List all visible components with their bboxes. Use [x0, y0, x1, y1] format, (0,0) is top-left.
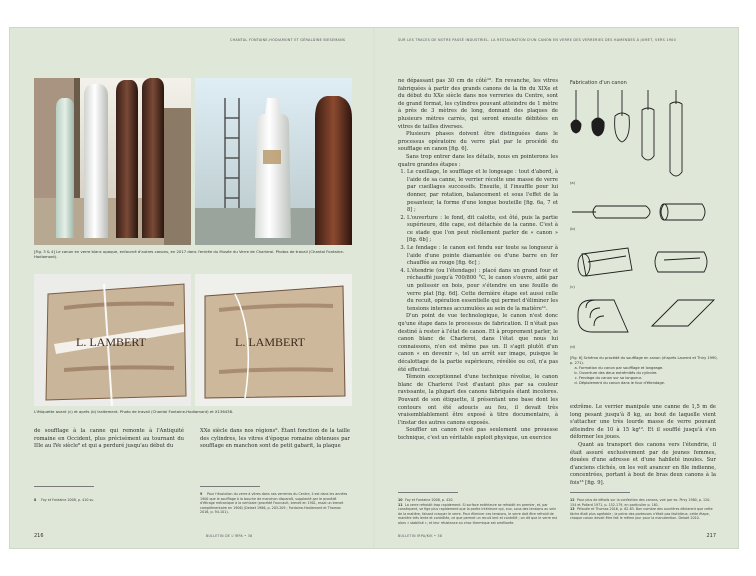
footnote-number: 8 — [34, 498, 37, 502]
caption-fig5: L'étiquette avant (c) et après (b) traitement. Photo de travail (Chantal Fontaine-Hodiamont) et X136438. — [34, 409, 234, 414]
left-col2-text: XXe siècle dans nos régions⁹. Étant fonction de la taille des cylindres, les vitres d'époque romaine obtenues par soufflage en manchon sont de petit gabarit, la plaque — [200, 428, 350, 450]
right-notes-rule-2 — [570, 492, 630, 493]
panel-label-a: (a) — [570, 181, 576, 185]
left-page — [10, 28, 374, 548]
caption-fig3-4: [Fig. 3 & 4] Le canon en verre blanc opaque, enfourné d'autres canons, en 2017 dans l'entrée du Musée du Verre de Charleroi. Photos de travail (Chantal Fontaine-Hodiamont). — [34, 249, 345, 259]
footnote-number: 9 — [200, 492, 203, 496]
left-running-head: CHANTAL FONTAINE-HODIAMONT ET GÉRALDINE BIESEMANS — [230, 38, 346, 42]
left-footer-title: BULLETIN DE L'IRPA • 38 — [206, 534, 253, 538]
right-body-col1 — [398, 78, 558, 443]
footnote-text: Pour l'évolution du verre à vitres dans nos verreries du Centre, il est dans les années 1900 que le soufflage à la bouche de manchon disparaît, supplanté par le procédé d'étirage mécanique à la verticale (procédé Fourcault, brevet en 1901, essai un brevet complémentaire en 1906) (Delaet 1986, p. 203-209 ; Fontaine-Hodiamont et Thomas 2016, p. 94-101). — [200, 492, 348, 515]
process-step: 1. Le cueillage, le soufflage et le longeage : tout d'abord, à l'aide de sa canne, le verrier récolte une masse de verre par cueillages successifs. Ensuite, il l'insuffle pour lui donner, par rotation, balancement et sous l'effet de la pesanteur, la forme d'une longue bouteille [fig. 6a, 7 et 8] ; — [407, 169, 558, 215]
panel-label-b: (b) — [570, 227, 576, 231]
footnote-text: Pour plus de détails sur la confection des canons, voir par ex. Pirsy 1980, p. 120-154 et Pollard 1971, p. 152-179, en particulier p. 161. — [570, 498, 711, 507]
canon-process-diagram — [568, 86, 718, 354]
right-body-col2 — [570, 404, 716, 488]
left-notes-rule — [34, 486, 94, 487]
process-step: 2. L'ouverture : le fond, dit calotte, est ôté, puis la partie supérieure, dite cape, est détachée de la canne. C'est à ce stade que l'on peut réellement parler de « canon » [fig. 6b] ; — [407, 215, 558, 245]
figure-caption — [570, 356, 720, 386]
right-running-head: SUR LES TRACES DE NOTRE PASSÉ INDUSTRIEL. LA RESTAURATION D'UN CANON EN VERRE DES VERRERIES DES HAMENDES À JUMET, VERS 1900 — [398, 38, 676, 42]
label-text-after: L. LAMBERT — [235, 335, 305, 349]
left-notes-rule-2 — [200, 486, 260, 487]
panel-label-c: (c) — [570, 285, 575, 289]
process-step: 3. Le fendage : le canon est fendu sur toute sa longueur à l'aide d'une pointe diamantée ou d'une barre en fer chauffée au rouge [fig. 6c] ; — [407, 245, 558, 268]
photo-label-after — [195, 274, 352, 406]
footnote-number: 12 — [570, 498, 575, 502]
figure-caption-title: [Fig. 6] Schéma du procédé du soufflage en canon (d'après Laurent et Thiry 1990, p. 271). — [570, 356, 718, 365]
right-notes-rule — [398, 492, 458, 493]
figure-caption-item: d. Déploiement du canon dans le four d'étendage. — [579, 381, 720, 386]
right-col1-p1: ne dépassant pas 30 cm de côté¹⁰. En revanche, les vitres fabriquées à partir des grands canons de la fin du XIXe et du début du XXe siècle dans nos verreries du Centre, sont de grand format, les cylindres pouvant atteindre de 1 mètre à près de 3 mètres de long, donnant des plaques de plusieurs mètres carrés, qui seront ensuite débitées en vitres de tailles diverses. — [398, 78, 558, 130]
figure-title: Fabrication d'un canon — [570, 80, 627, 86]
figure-caption-list — [570, 366, 720, 386]
left-body-col2 — [200, 428, 350, 451]
panel-label-d: (d) — [570, 345, 576, 349]
footnotes-right — [570, 498, 716, 521]
footnote-number: 13 — [570, 507, 575, 512]
left-body-col1 — [34, 428, 184, 451]
footnote-number: 10 — [398, 498, 403, 502]
figure-caption-item: a. Formation du canon par soufflage et longeage. — [579, 366, 720, 371]
footnote-11 — [398, 503, 558, 526]
right-col1-p2: Plusieurs phases doivent être distinguées dans le processus opératoire du verre plat par le procédé du soufflage en canon [fig. 6]. — [398, 131, 558, 153]
process-steps — [398, 169, 558, 313]
photo-bottles-window — [34, 78, 191, 245]
figure-caption-item: c. Fendage du canon sur sa longueur. — [579, 376, 720, 381]
right-col1-p5: Témoin exceptionnel d'une technique révolue, le canon blanc de Charleroi l'est d'autant plus par sa couleur ravissante, la plupart des canons fabriqués étant incolores. Pouvant de son étiquette, il présentant une base dont les contours ont été adoucis au feu, il devait très vraisemblablement être exposé à titre documentaire, à l'instar des autres canons exposés. — [398, 374, 558, 426]
right-footer-title: BULLETIN IRPA/KIK • 38 — [398, 534, 443, 538]
footnote-8 — [34, 498, 184, 503]
left-col1-text: de soufflage à la canne qui remonte à l'Antiquité romaine en Occident, plus précisément au tournant du IIIe au IVe siècle⁸ et qui a perduré jusqu'au début du — [34, 428, 184, 450]
footnote-text: Pélouée et Thomas 2016, p. 62-63. Bon nombre des ouvrières déclarent que cette tâche était plus agréable ; la peine des porteuses n'était pas fastidieux, cette étape, chaque canon devait être fait le même jour pour la manutention. Delaet 2010. — [570, 507, 713, 521]
footnote-9 — [200, 492, 350, 515]
process-step: 4. L'étendrie (ou l'étendage) : placé dans un grand four et réchauffé jusqu'à 700/800 °C, le canon s'ouvre, aidé par un polissoir en bois, pour s'étendre en une feuille de verre plat [fig. 6d]. Cette dernière étape est aussi celle du recuit, opération essentielle qui permet d'éliminer les tensions internes accumulées au sein de la matière¹¹. — [407, 268, 558, 314]
photo-label-before — [34, 274, 191, 406]
footnote-12 — [570, 498, 716, 507]
right-col1-p4: D'un point de vue technologique, le canon n'est donc qu'une étape dans le processus de fabrication. Il n'était pas destiné à rester à l'état de canon. Et à proprement parler, le canon blanc de Charleroi, dans l'état que nous lui connaissons, n'en est même pas un. Il s'agit plutôt d'un canon « en devenir », tel un arrêt sur image, puisque le décalottage de la partie supérieure, révélée ou col, n'a pas été effectué. — [398, 313, 558, 373]
photo-white-canon — [195, 78, 352, 245]
right-col2-p1: extrême. Le verrier manipule une canne de 1,5 m de long pesant jusqu'à 8 kg, au bout de laquelle vient s'attacher une très lourde masse de verre pouvant atteindre de 10 à 15 kg¹². Et il soufflé jusqu'à s'en déformer les joues. — [570, 404, 716, 441]
right-page — [374, 28, 738, 548]
right-col2-p2: Quant au transport des canons vers l'étendrie, il était assuré exclusivement par de jeunes femmes, douées d'une adresse et d'une habileté inouïes. Sur d'anciens clichés, on les voit avancer en file indienne, concentrées, portant à bout de bras deux canons à la fois¹³ [fig. 9]. — [570, 441, 716, 486]
right-col1-p6: Souffler un canon n'est pas seulement une prouesse technique, c'est un véritable exploit physique, un exercice — [398, 427, 558, 441]
right-col1-p3: Sans trop entrer dans les détails, nous en pointerons les quatre grandes étapes : — [398, 153, 558, 168]
footnotes-left — [398, 498, 558, 526]
book-spread — [10, 28, 738, 548]
figure-caption-item: b. Ouverture des deux extrémités du cylindre. — [579, 371, 720, 376]
footnote-13 — [570, 507, 716, 521]
footnote-text: Foy et Fontaine 2008, p. 410 ss. — [41, 498, 94, 502]
footnote-number: 11 — [398, 502, 403, 507]
label-text-before: L. LAMBERT — [76, 335, 146, 349]
page-number-right: 217 — [706, 533, 716, 539]
footnote-text: La verre refroidit trop rapidement. Si surface extérieure se refroidit en premier, et, par conséquent, se fige plus rapidement que la partie intérieure qui, eux, sous des tensions au sein de la matière, faisant craquer le verre. Pour éliminer ces tensions, le verre doit être refroidi de manière très lente et contrôlée, ce que permet un recuit lent et contrôlé ; on dit que le verre est alors « stabilisé », et leur résistance au choc thermique est améliorée. — [398, 502, 558, 525]
footnote-text: Foy et Fontaine 2008, p. 420. — [405, 498, 454, 502]
page-number-left: 216 — [34, 533, 44, 539]
